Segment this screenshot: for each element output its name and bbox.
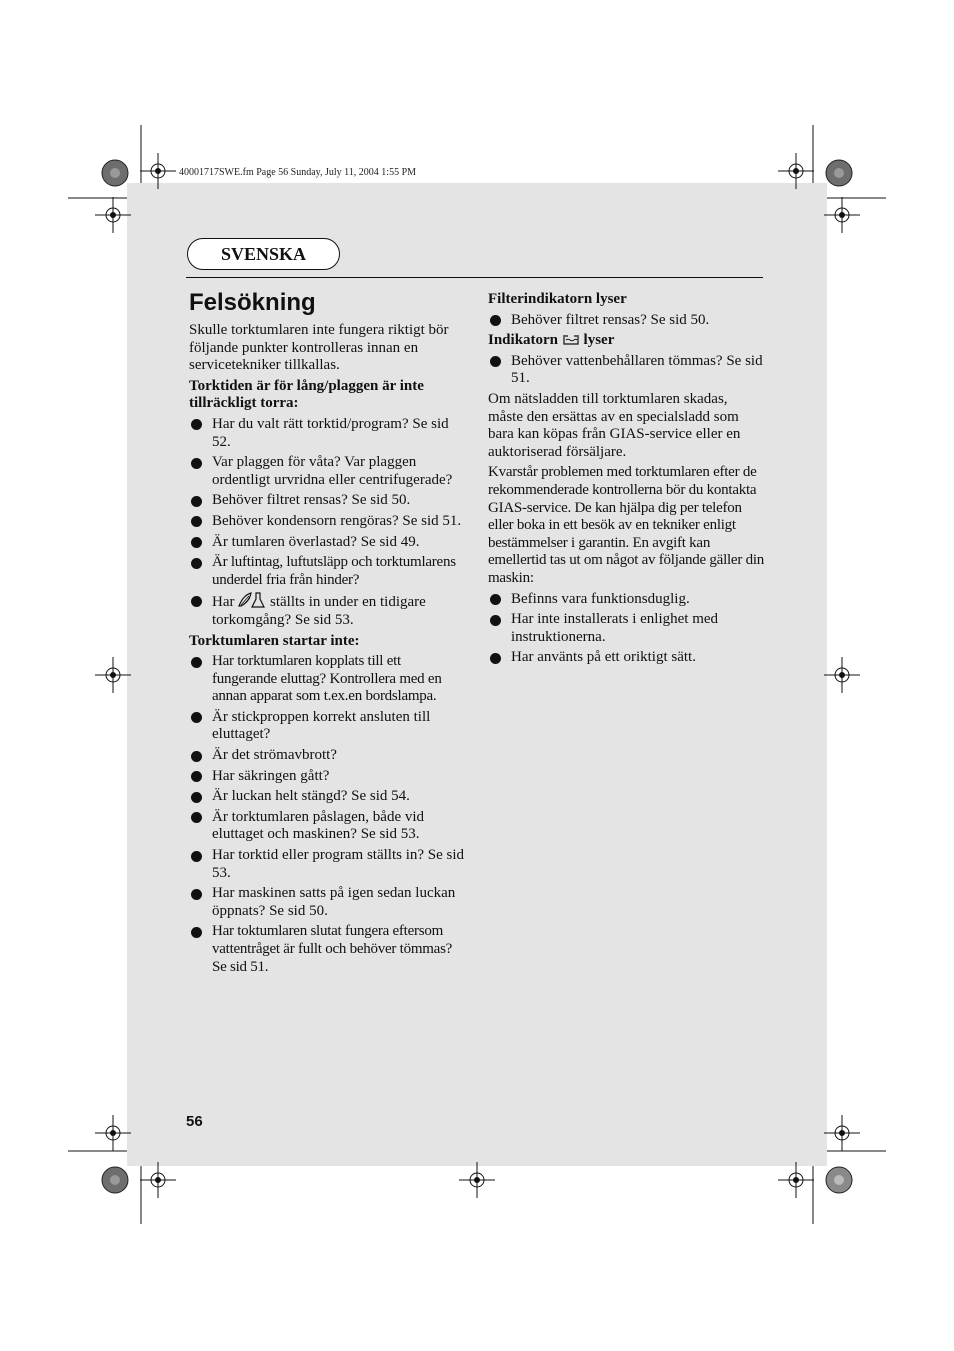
star-target-top-right xyxy=(824,158,854,188)
service-paragraph: Kvarstår problemen med torktumlaren efter de rekommenderade kontrollerna bör du kontakta GIAS-service. De kan hjälpa dig per telefon eller boka in ett besök av en tekniker enligt bestämmelser i garantin. En avgift kan emellertid tas ut om något av följande gäller din maskin: xyxy=(488,464,764,586)
bullet-icon xyxy=(191,751,202,762)
bullet-icon xyxy=(191,496,202,507)
list-item-text: Är stickproppen korrekt ansluten till eluttaget? xyxy=(212,708,431,743)
no-start-checklist xyxy=(189,653,468,976)
registration-mark-right-upper xyxy=(822,195,862,235)
left-column xyxy=(189,322,468,979)
bullet-icon xyxy=(191,889,202,900)
list-item-text: Är luftintag, luftutsläpp och torktumlarens underdel fria från hinder? xyxy=(212,554,456,588)
list-item-text: Är det strömavbrott? xyxy=(212,747,337,764)
bullet-icon xyxy=(490,653,501,664)
list-item-text: Har torktid eller program ställts in? Se sid 53. xyxy=(212,847,465,881)
intro-paragraph: Skulle torktumlaren inte fungera riktigt bör följande punkter kontrolleras innan en servicetekniker tillkallas. xyxy=(189,322,449,374)
page-number: 56 xyxy=(186,1113,203,1130)
list-item xyxy=(189,747,468,765)
list-item xyxy=(488,353,764,388)
section-heading-no-start: Torktumlaren startar inte: xyxy=(189,632,360,649)
list-item xyxy=(189,809,468,844)
section-heading-drying-time: Torktiden är för lång/plaggen är inte tillräckligt torra: xyxy=(189,377,424,412)
list-item-text: Är tumlaren överlastad? Se sid 49. xyxy=(212,533,420,550)
list-item xyxy=(189,923,468,976)
list-item xyxy=(189,709,468,744)
bullet-icon xyxy=(191,537,202,548)
header-rule xyxy=(186,277,763,278)
list-item-text-after-icon: ställts in under en tidigare torkomgång? Se sid 53. xyxy=(212,594,426,628)
bullet-icon xyxy=(191,657,202,668)
bullet-icon xyxy=(490,356,501,367)
cable-paragraph: Om nätsladden till torktumlaren skadas, måste den ersättas av en specialsladd som bara kan köpas från GIAS-service eller en auktoriserad försäljare. xyxy=(488,390,741,460)
list-item xyxy=(488,649,764,667)
bullet-icon xyxy=(191,771,202,782)
list-item-text: Har du valt rätt torktid/program? Se sid 52. xyxy=(212,415,449,450)
list-item-text: Har maskinen satts på igen sedan luckan öppnats? Se sid 50. xyxy=(212,885,456,919)
list-item-text: Har inte installerats i enlighet med instruktionerna. xyxy=(511,611,719,645)
bullet-icon xyxy=(191,712,202,723)
heading-text-after-icon: lyser xyxy=(583,332,615,349)
bullet-icon xyxy=(191,458,202,469)
list-item-text: Befinns vara funktionsduglig. xyxy=(511,590,690,607)
bullet-icon xyxy=(490,315,501,326)
bullet-icon xyxy=(191,812,202,823)
list-item xyxy=(189,653,468,706)
water-container-icon xyxy=(562,334,580,346)
right-column xyxy=(488,291,764,670)
registration-mark-right-lower xyxy=(822,1113,862,1153)
bullet-icon xyxy=(191,596,202,607)
list-item-text: Har torktumlaren kopplats till ett fungerande eluttag? Kontrollera med en annan apparat som t.ex.en bordslampa. xyxy=(212,653,442,705)
list-item xyxy=(189,885,468,920)
registration-mark-bottom-center xyxy=(457,1160,497,1200)
registration-mark-right-middle xyxy=(822,655,862,695)
list-item-text: Var plaggen för våta? Var plaggen ordentligt urvridna eller centrifugerade? xyxy=(212,454,453,488)
page-title: Felsökning xyxy=(189,289,316,316)
list-item-text: Behöver vattenbehållaren tömmas? Se sid 51. xyxy=(511,352,763,387)
fee-conditions-list xyxy=(488,591,764,667)
list-item-text: Behöver filtret rensas? Se sid 50. xyxy=(511,311,710,328)
star-target-bottom-right xyxy=(824,1165,854,1195)
list-item xyxy=(189,554,468,589)
heading-text-before-icon: Indikatorn xyxy=(488,332,559,349)
list-item-text: Är luckan helt stängd? Se sid 54. xyxy=(212,788,410,805)
list-item xyxy=(189,416,468,451)
bullet-icon xyxy=(490,594,501,605)
list-item xyxy=(189,768,468,786)
print-header: 40001717SWE.fm Page 56 Sunday, July 11, 2004 1:55 PM xyxy=(179,167,417,178)
list-item xyxy=(189,513,468,531)
bullet-icon xyxy=(191,516,202,527)
bullet-icon xyxy=(191,792,202,803)
list-item-text: Har säkringen gått? xyxy=(212,767,330,784)
bullet-icon xyxy=(191,419,202,430)
bullet-icon xyxy=(191,927,202,938)
list-item xyxy=(189,788,468,806)
list-item-text: Har toktumlaren slutat fungera eftersom vattentråget är fullt och behöver tömmas? Se sid 51. xyxy=(212,923,453,975)
section-heading-water-indicator xyxy=(488,332,764,350)
list-item xyxy=(189,592,468,629)
list-item xyxy=(488,312,764,330)
drying-time-checklist xyxy=(189,416,468,630)
star-target-bottom-left xyxy=(100,1165,130,1195)
list-item-text: Behöver kondensorn rengöras? Se sid 51. xyxy=(212,512,462,529)
bullet-icon xyxy=(191,851,202,862)
star-target-top-left xyxy=(100,158,130,188)
list-item xyxy=(189,454,468,489)
list-item xyxy=(189,492,468,510)
water-checklist xyxy=(488,353,764,388)
list-item-text-before-icon: Har xyxy=(212,594,235,611)
list-item xyxy=(488,611,764,646)
bullet-icon xyxy=(191,558,202,569)
list-item xyxy=(488,591,764,609)
list-item-text: Är torktumlaren påslagen, både vid eluttaget och maskinen? Se sid 53. xyxy=(212,808,425,843)
registration-mark-bottom-right xyxy=(776,1160,816,1200)
list-item-text: Har använts på ett oriktigt sätt. xyxy=(511,649,696,666)
language-tab: SVENSKA xyxy=(187,238,340,270)
section-heading-filter: Filterindikatorn lyser xyxy=(488,291,627,307)
filter-checklist xyxy=(488,312,764,330)
list-item-text: Behöver filtret rensas? Se sid 50. xyxy=(212,492,411,509)
list-item xyxy=(189,534,468,552)
list-item xyxy=(189,847,468,882)
bullet-icon xyxy=(490,615,501,626)
registration-mark-bottom-left xyxy=(138,1160,178,1200)
crease-guard-icon xyxy=(238,592,266,608)
